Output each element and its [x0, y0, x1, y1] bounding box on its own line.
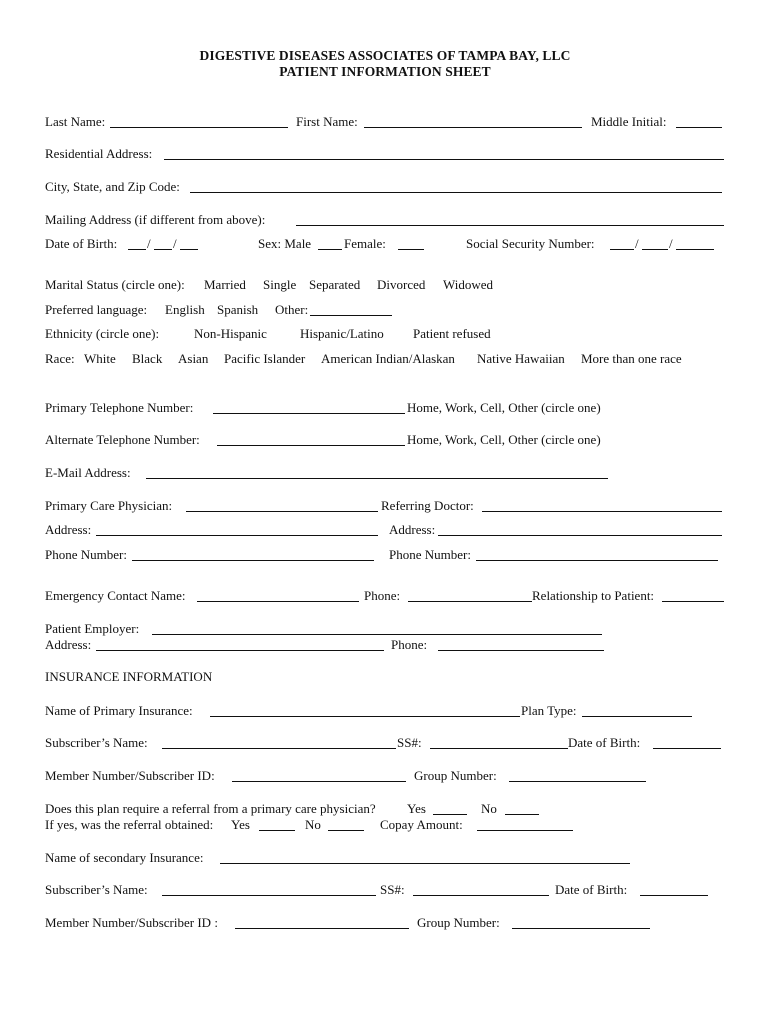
physician-phone-row	[0, 546, 770, 564]
ssn-slash-2: /	[669, 236, 673, 251]
alternate-phone-type-hint: Home, Work, Cell, Other (circle one)	[407, 432, 601, 447]
employer-address-field[interactable]	[96, 650, 384, 651]
city-state-zip-row	[0, 178, 770, 196]
primary-phone-type-hint: Home, Work, Cell, Other (circle one)	[407, 400, 601, 415]
referral-obtained-no-label: No	[305, 817, 321, 832]
referring-doctor-field[interactable]	[482, 511, 722, 512]
first-name-label: First Name:	[296, 114, 358, 129]
secondary-insurance-field[interactable]	[220, 863, 630, 864]
name-row	[0, 113, 770, 131]
dob-slash-2: /	[173, 236, 177, 251]
subscriber-ss-field[interactable]	[430, 748, 568, 749]
first-name-field[interactable]	[364, 127, 582, 128]
secondary-member-number-row	[0, 914, 770, 932]
residential-address-row	[0, 145, 770, 163]
race-option-american-indian-alaskan[interactable]: American Indian/Alaskan	[321, 351, 455, 366]
residential-address-field[interactable]	[164, 159, 724, 160]
referring-doctor-label: Referring Doctor:	[381, 498, 474, 513]
secondary-subscriber-ss-field[interactable]	[413, 895, 549, 896]
emergency-name-label: Emergency Contact Name:	[45, 588, 186, 603]
language-other-field[interactable]	[310, 315, 392, 316]
secondary-subscriber-name-field[interactable]	[162, 895, 376, 896]
alternate-phone-row	[0, 431, 770, 449]
ethnicity-option-patient-refused[interactable]: Patient refused	[413, 326, 491, 341]
secondary-member-number-field[interactable]	[235, 928, 409, 929]
pcp-phone-label: Phone Number:	[45, 547, 127, 562]
referral-required-question: Does this plan require a referral from a primary care physician?	[45, 801, 376, 816]
referring-phone-field[interactable]	[476, 560, 718, 561]
email-label: E-Mail Address:	[45, 465, 131, 480]
marital-option-widowed[interactable]: Widowed	[443, 277, 494, 292]
primary-insurance-field[interactable]	[210, 716, 520, 717]
referral-required-yes-field[interactable]	[433, 814, 467, 815]
pcp-address-field[interactable]	[96, 535, 378, 536]
secondary-insurance-label: Name of secondary Insurance:	[45, 850, 204, 865]
subscriber-row	[0, 734, 770, 752]
subscriber-dob-label: Date of Birth:	[568, 735, 641, 750]
employer-label: Patient Employer:	[45, 621, 140, 636]
sex-female-field[interactable]	[398, 249, 424, 250]
dob-label: Date of Birth:	[45, 236, 118, 251]
mailing-address-field[interactable]	[296, 225, 724, 226]
emergency-contact-row	[0, 587, 770, 605]
last-name-field[interactable]	[110, 127, 288, 128]
secondary-group-number-field[interactable]	[512, 928, 650, 929]
copay-label: Copay Amount:	[380, 817, 463, 832]
ethnicity-option-non-hispanic[interactable]: Non-Hispanic	[194, 326, 267, 341]
residential-address-label: Residential Address:	[45, 146, 153, 161]
ssn-part-1-field[interactable]	[610, 249, 634, 250]
secondary-subscriber-ss-label: SS#:	[380, 882, 405, 897]
referral-required-no-field[interactable]	[505, 814, 539, 815]
alternate-phone-field[interactable]	[217, 445, 405, 446]
ssn-part-3-field[interactable]	[676, 249, 714, 250]
referral-obtained-yes-label: Yes	[231, 817, 250, 832]
subscriber-name-field[interactable]	[162, 748, 396, 749]
secondary-subscriber-dob-label: Date of Birth:	[555, 882, 628, 897]
mailing-address-row	[0, 211, 770, 229]
employer-phone-label: Phone:	[391, 637, 428, 652]
copay-field[interactable]	[477, 830, 573, 831]
form-title: PATIENT INFORMATION SHEET	[279, 64, 491, 79]
physician-address-row	[0, 521, 770, 539]
primary-phone-label: Primary Telephone Number:	[45, 400, 194, 415]
ssn-slash-1: /	[635, 236, 639, 251]
dob-day-field[interactable]	[154, 249, 172, 250]
secondary-subscriber-dob-field[interactable]	[640, 895, 708, 896]
marital-option-separated[interactable]: Separated	[309, 277, 361, 292]
ethnicity-option-hispanic-latino[interactable]: Hispanic/Latino	[300, 326, 384, 341]
emergency-relationship-label: Relationship to Patient:	[532, 588, 655, 603]
subscriber-dob-field[interactable]	[653, 748, 721, 749]
dob-month-field[interactable]	[128, 249, 146, 250]
employer-field[interactable]	[152, 634, 602, 635]
race-option-asian[interactable]: Asian	[178, 351, 209, 366]
employer-address-row	[0, 636, 770, 654]
marital-option-married[interactable]: Married	[204, 277, 246, 292]
language-option-spanish[interactable]: Spanish	[217, 302, 259, 317]
race-option-pacific-islander[interactable]: Pacific Islander	[224, 351, 306, 366]
insurance-heading: INSURANCE INFORMATION	[45, 669, 213, 684]
plan-type-field[interactable]	[582, 716, 692, 717]
preferred-language-row	[0, 301, 770, 319]
alternate-phone-label: Alternate Telephone Number:	[45, 432, 200, 447]
dob-sex-ssn-row	[0, 235, 770, 253]
secondary-subscriber-name-label: Subscriber’s Name:	[45, 882, 148, 897]
member-number-field[interactable]	[232, 781, 406, 782]
email-row	[0, 464, 770, 482]
ssn-part-2-field[interactable]	[642, 249, 668, 250]
secondary-subscriber-row	[0, 881, 770, 899]
dob-year-field[interactable]	[180, 249, 198, 250]
employer-phone-field[interactable]	[438, 650, 604, 651]
race-option-more-than-one[interactable]: More than one race	[581, 351, 682, 366]
group-number-field[interactable]	[509, 781, 646, 782]
race-option-black[interactable]: Black	[132, 351, 163, 366]
primary-phone-row	[0, 399, 770, 417]
pcp-field[interactable]	[186, 511, 378, 512]
middle-initial-field[interactable]	[676, 127, 722, 128]
referral-required-yes-label: Yes	[407, 801, 426, 816]
emergency-name-field[interactable]	[197, 601, 359, 602]
preferred-language-label: Preferred language:	[45, 302, 148, 317]
last-name-label: Last Name:	[45, 114, 106, 129]
subscriber-name-label: Subscriber’s Name:	[45, 735, 148, 750]
primary-phone-field[interactable]	[213, 413, 405, 414]
primary-insurance-row	[0, 702, 770, 720]
secondary-group-number-label: Group Number:	[417, 915, 500, 930]
referral-obtained-no-field[interactable]	[328, 830, 364, 831]
sex-male-label: Sex: Male	[258, 236, 312, 251]
race-option-white[interactable]: White	[84, 351, 116, 366]
marital-status-row	[0, 276, 770, 294]
pcp-address-label: Address:	[45, 522, 92, 537]
emergency-phone-field[interactable]	[408, 601, 532, 602]
race-label: Race:	[45, 351, 75, 366]
subscriber-ss-label: SS#:	[397, 735, 422, 750]
group-number-label: Group Number:	[414, 768, 497, 783]
referral-obtained-question: If yes, was the referral obtained:	[45, 817, 214, 832]
language-option-english[interactable]: English	[165, 302, 205, 317]
ethnicity-row	[0, 325, 770, 343]
sex-male-field[interactable]	[318, 249, 342, 250]
email-field[interactable]	[146, 478, 608, 479]
emergency-relationship-field[interactable]	[662, 601, 724, 602]
dob-slash-1: /	[147, 236, 151, 251]
ssn-label: Social Security Number:	[466, 236, 595, 251]
referral-obtained-yes-field[interactable]	[259, 830, 295, 831]
org-name: DIGESTIVE DISEASES ASSOCIATES OF TAMPA BAY, LLC	[199, 48, 571, 63]
referral-obtained-row	[0, 816, 770, 834]
primary-insurance-label: Name of Primary Insurance:	[45, 703, 193, 718]
marital-status-label: Marital Status (circle one):	[45, 277, 185, 292]
city-state-zip-field[interactable]	[190, 192, 722, 193]
referring-phone-label: Phone Number:	[389, 547, 471, 562]
physician-row	[0, 497, 770, 515]
pcp-phone-field[interactable]	[132, 560, 374, 561]
referring-address-label: Address:	[389, 522, 436, 537]
plan-type-label: Plan Type:	[521, 703, 577, 718]
secondary-member-number-label: Member Number/Subscriber ID :	[45, 915, 218, 930]
referring-address-field[interactable]	[438, 535, 722, 536]
sex-female-label: Female:	[344, 236, 386, 251]
language-other-label: Other:	[275, 302, 309, 317]
race-option-native-hawaiian[interactable]: Native Hawaiian	[477, 351, 565, 366]
pcp-label: Primary Care Physician:	[45, 498, 173, 513]
middle-initial-label: Middle Initial:	[591, 114, 667, 129]
race-row	[0, 350, 770, 368]
secondary-insurance-row	[0, 849, 770, 867]
mailing-address-label: Mailing Address (if different from above):	[45, 212, 266, 227]
member-number-label: Member Number/Subscriber ID:	[45, 768, 215, 783]
referral-required-no-label: No	[481, 801, 497, 816]
member-number-row	[0, 767, 770, 785]
ethnicity-label: Ethnicity (circle one):	[45, 326, 160, 341]
marital-option-divorced[interactable]: Divorced	[377, 277, 426, 292]
emergency-phone-label: Phone:	[364, 588, 401, 603]
marital-option-single[interactable]: Single	[263, 277, 297, 292]
employer-address-label: Address:	[45, 637, 92, 652]
city-state-zip-label: City, State, and Zip Code:	[45, 179, 180, 194]
